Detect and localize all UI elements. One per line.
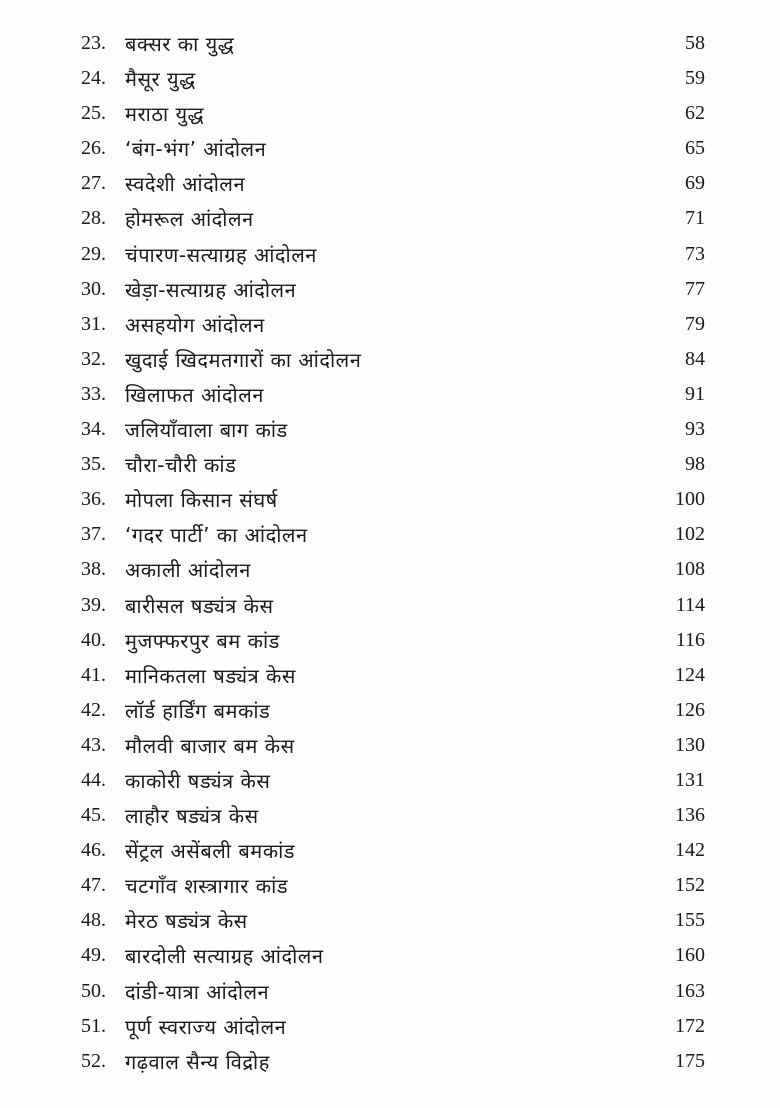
entry-number: 42.: [81, 698, 106, 721]
toc-entry: [0, 1011, 780, 1046]
entry-page-number: 58: [685, 32, 705, 54]
entry-page-number: 93: [685, 418, 705, 441]
entry-title: मराठा युद्ध: [125, 102, 205, 127]
entry-title: असहयोग आंदोलन: [125, 312, 265, 337]
entry-title: खेड़ा-सत्याग्रह आंदोलन: [125, 277, 297, 302]
entry-page-number: 100: [675, 488, 705, 511]
toc-entry: [0, 800, 780, 835]
table-of-contents: [0, 28, 780, 1081]
entry-title: बारदोली सत्याग्रह आंदोलन: [125, 944, 324, 969]
entry-title: जलियाँवाला बाग कांड: [125, 418, 288, 443]
entry-title: लाहौर षड्यंत्र केस: [125, 804, 259, 829]
entry-number: 45.: [81, 804, 106, 827]
entry-number: 31.: [81, 312, 106, 335]
entry-page-number: 73: [685, 242, 705, 265]
entry-page-number: 62: [685, 102, 705, 125]
entry-title: पूर्ण स्वराज्य आंदोलन: [125, 1014, 287, 1039]
entry-number: 27.: [81, 172, 106, 195]
entry-title: दांडी-यात्रा आंदोलन: [125, 979, 270, 1004]
toc-entry: [0, 203, 780, 238]
entry-page-number: 172: [675, 1014, 705, 1037]
entry-page-number: 130: [675, 733, 705, 756]
entry-page-number: 155: [675, 909, 705, 932]
toc-entry: [0, 940, 780, 975]
entry-title: मैसूर युद्ध: [125, 67, 196, 92]
toc-entry: [0, 98, 780, 133]
entry-number: 52.: [81, 1049, 106, 1072]
entry-page-number: 69: [685, 172, 705, 195]
entry-number: 32.: [81, 347, 106, 370]
entry-number: 43.: [81, 733, 106, 756]
toc-entry: [0, 765, 780, 800]
toc-entry: [0, 239, 780, 274]
entry-page-number: 175: [675, 1049, 705, 1072]
entry-page-number: 142: [675, 839, 705, 862]
entry-number: 23.: [81, 32, 106, 54]
entry-number: 24.: [81, 67, 106, 90]
entry-page-number: 160: [675, 944, 705, 967]
entry-title: चौरा-चौरी कांड: [125, 453, 237, 478]
toc-entry: [0, 905, 780, 940]
entry-number: 41.: [81, 663, 106, 686]
entry-number: 39.: [81, 593, 106, 616]
toc-entry: [0, 133, 780, 168]
entry-number: 40.: [81, 628, 106, 651]
toc-entry: [0, 28, 780, 63]
entry-number: 46.: [81, 839, 106, 862]
entry-number: 25.: [81, 102, 106, 125]
toc-entry: [0, 63, 780, 98]
entry-page-number: 163: [675, 979, 705, 1002]
entry-title: खुदाई खिदमतगारों का आंदोलन: [125, 347, 362, 372]
entry-page-number: 91: [685, 382, 705, 405]
toc-entry: [0, 519, 780, 554]
entry-number: 28.: [81, 207, 106, 230]
entry-page-number: 131: [675, 768, 705, 791]
entry-title: खिलाफत आंदोलन: [125, 382, 264, 407]
entry-title: मौलवी बाजार बम केस: [125, 733, 295, 758]
entry-number: 34.: [81, 418, 106, 441]
entry-page-number: 126: [675, 698, 705, 721]
entry-page-number: 98: [685, 453, 705, 476]
toc-entry: [0, 625, 780, 660]
entry-title: मोपला किसान संघर्ष: [125, 488, 278, 513]
entry-number: 51.: [81, 1014, 106, 1037]
entry-page-number: 124: [675, 663, 705, 686]
entry-number: 49.: [81, 944, 106, 967]
toc-entry: [0, 590, 780, 625]
entry-page-number: 116: [675, 628, 705, 651]
entry-page-number: 114: [675, 593, 705, 616]
entry-title: काकोरी षड्यंत्र केस: [125, 768, 271, 793]
entry-number: 37.: [81, 523, 106, 546]
entry-title: मानिकतला षड्यंत्र केस: [125, 663, 296, 688]
toc-entry: [0, 449, 780, 484]
entry-title: होमरूल आंदोलन: [125, 207, 254, 232]
entry-page-number: 59: [685, 67, 705, 90]
entry-page-number: 71: [685, 207, 705, 230]
toc-entry: [0, 484, 780, 519]
toc-entry: [0, 344, 780, 379]
toc-entry: [0, 660, 780, 695]
entry-page-number: 136: [675, 804, 705, 827]
toc-entry: [0, 730, 780, 765]
toc-entry: [0, 1046, 780, 1081]
toc-entry: [0, 274, 780, 309]
entry-page-number: 108: [675, 558, 705, 581]
entry-page-number: 65: [685, 137, 705, 160]
entry-title: मेरठ षड्यंत्र केस: [125, 909, 248, 934]
toc-entry: [0, 414, 780, 449]
toc-entry: [0, 835, 780, 870]
entry-number: 36.: [81, 488, 106, 511]
entry-number: 48.: [81, 909, 106, 932]
entry-title: स्वदेशी आंदोलन: [125, 172, 246, 197]
entry-title: गढ़वाल सैन्य विद्रोह: [125, 1049, 270, 1074]
entry-title: लॉर्ड हार्डिंग बमकांड: [125, 698, 271, 723]
toc-entry: [0, 379, 780, 414]
entry-page-number: 152: [675, 874, 705, 897]
entry-number: 44.: [81, 768, 106, 791]
entry-page-number: 84: [685, 347, 705, 370]
entry-title: बक्सर का युद्ध: [125, 32, 235, 56]
entry-title: अकाली आंदोलन: [125, 558, 251, 583]
entry-title: मुजफ्फरपुर बम कांड: [125, 628, 280, 653]
toc-entry: [0, 870, 780, 905]
entry-title: बारीसल षड्यंत्र केस: [125, 593, 274, 618]
entry-number: 38.: [81, 558, 106, 581]
entry-number: 29.: [81, 242, 106, 265]
entry-number: 33.: [81, 382, 106, 405]
entry-page-number: 79: [685, 312, 705, 335]
entry-title: सेंट्रल असेंबली बमकांड: [125, 839, 295, 864]
toc-entry: [0, 554, 780, 589]
entry-number: 50.: [81, 979, 106, 1002]
entry-number: 47.: [81, 874, 106, 897]
entry-page-number: 77: [685, 277, 705, 300]
toc-entry: [0, 309, 780, 344]
entry-number: 35.: [81, 453, 106, 476]
toc-entry: [0, 168, 780, 203]
entry-title: चटगाँव शस्त्रागार कांड: [125, 874, 289, 899]
entry-number: 26.: [81, 137, 106, 160]
entry-title: ‘बंग-भंग’ आंदोलन: [125, 137, 267, 162]
entry-page-number: 102: [675, 523, 705, 546]
entry-number: 30.: [81, 277, 106, 300]
entry-title: चंपारण-सत्याग्रह आंदोलन: [125, 242, 317, 267]
toc-entry: [0, 976, 780, 1011]
entry-title: ‘गदर पार्टी’ का आंदोलन: [125, 523, 308, 548]
toc-entry: [0, 695, 780, 730]
